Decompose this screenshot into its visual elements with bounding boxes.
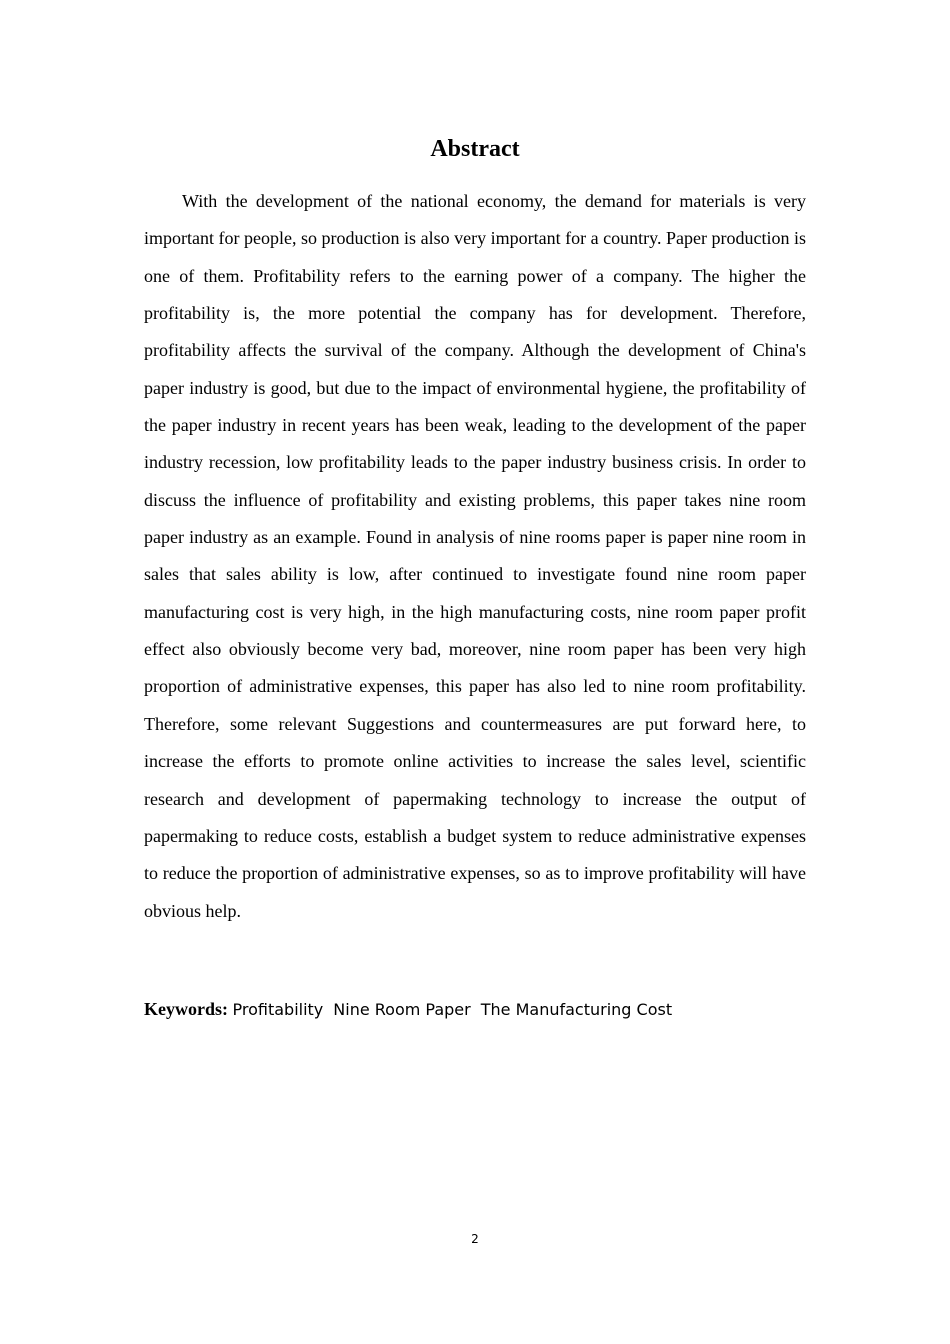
keywords-line bbox=[144, 995, 806, 1024]
keyword-nine-room-paper: Nine Room Paper bbox=[333, 1000, 471, 1019]
abstract-body: With the development of the national economy, the demand for materials is very important for people, so production is also very important for a country. Paper production is one of them. Profitability refers to the earning power of a company. The higher the profitability is, the more potential the company has for development. Therefore, profitability affects the survival of the company. Although the development of China's paper industry is good, but due to the impact of environmental hygiene, the profitability of the paper industry in recent years has been weak, leading to the development of the paper industry recession, low profitability leads to the paper industry business crisis. In order to discuss the influence of profitability and existing problems, this paper takes nine room paper industry as an example. Found in analysis of nine rooms paper is paper nine room in sales that sales ability is low, after continued to investigate found nine room paper manufacturing cost is very high, in the high manufacturing costs, nine room paper profit effect also obviously become very bad, moreover, nine room paper has been very high proportion of administrative expenses, this paper has also led to nine room profitability. Therefore, some relevant Suggestions and countermeasures are put forward here, to increase the efforts to promote online activities to increase the sales level, scientific research and development of papermaking technology to increase the output of papermaking to reduce costs, establish a budget system to reduce administrative expenses to reduce the proportion of administrative expenses, so as to improve profitability will have obvious help. bbox=[144, 191, 806, 921]
keywords-label: Keywords: bbox=[144, 999, 228, 1019]
abstract-title: Abstract bbox=[430, 136, 520, 162]
page-number: 2 bbox=[471, 1232, 479, 1246]
keyword-profitability: Profitability bbox=[232, 1000, 324, 1019]
keyword-manufacturing-cost: The Manufacturing Cost bbox=[480, 1000, 673, 1019]
